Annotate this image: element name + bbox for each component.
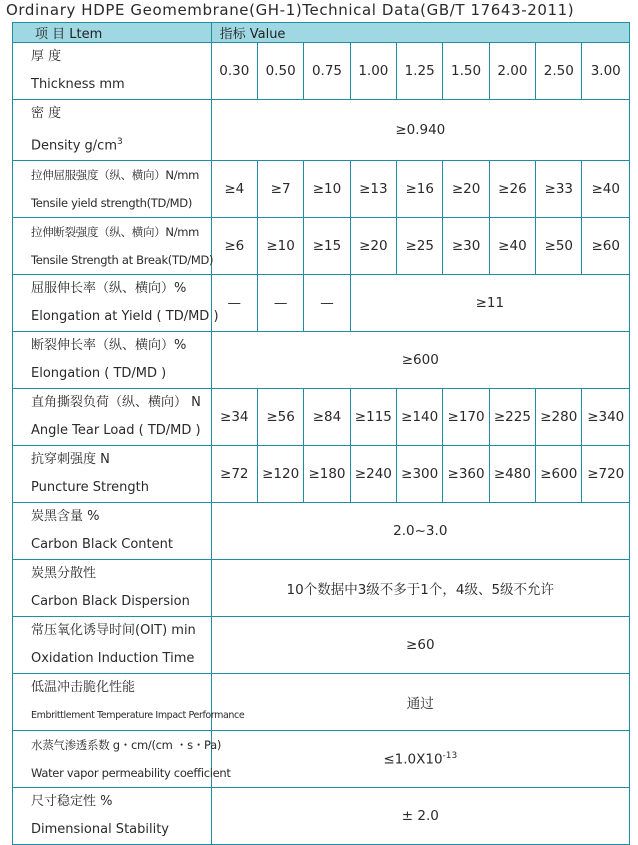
value-cell: ≥50 — [536, 218, 582, 275]
row-label — [13, 389, 212, 446]
value-cell: ≥7 — [257, 161, 303, 218]
table-row — [13, 674, 630, 731]
value-cell: ≥60 — [582, 218, 630, 275]
value-cell: ≥56 — [257, 389, 303, 446]
value-text: ≤1.0X10 — [383, 751, 443, 768]
value-cell: ≥10 — [257, 218, 303, 275]
label-cn: 断裂伸长率（纵、横向）% — [31, 338, 187, 354]
value-cell: ≥20 — [443, 161, 489, 218]
merged-value-cell: ≥600 — [211, 332, 629, 389]
label-en: Elongation at Yield ( TD/MD ) — [31, 309, 219, 325]
label-superscript: 3 — [117, 137, 123, 147]
label-cn: 炭黑分散性 — [31, 566, 97, 582]
row-label — [13, 275, 219, 332]
label-cn: 拉伸断裂强度（纵、横向）N/mm — [31, 225, 200, 240]
row-label — [13, 100, 212, 161]
row-label — [13, 218, 212, 275]
value-cell: ≥33 — [536, 161, 582, 218]
value-cell: 0.75 — [304, 43, 350, 100]
merged-value-cell — [211, 731, 629, 788]
value-cell: 1.00 — [350, 43, 396, 100]
row-label — [13, 617, 212, 674]
label-cn: 抗穿刺强度 N — [31, 452, 110, 468]
table-row — [13, 731, 630, 788]
document-title: Ordinary HDPE Geomembrane(GH-1)Technical Data(GB/T 17643-2011) — [6, 1, 575, 19]
value-cell: ≥4 — [211, 161, 257, 218]
value-cell: ≥340 — [582, 389, 630, 446]
value-exponent: -13 — [442, 751, 458, 762]
row-label — [13, 731, 231, 788]
value-cell: ≥225 — [489, 389, 535, 446]
label-cn: 尺寸稳定性 % — [31, 794, 113, 810]
row-label — [13, 503, 212, 560]
value-cell: 1.25 — [397, 43, 443, 100]
value-cell: ≥40 — [489, 218, 535, 275]
value-cell: ≥20 — [350, 218, 396, 275]
table-row — [13, 161, 630, 218]
label-cn: 水蒸气渗透系数 g・cm/(cm ・s・Pa) — [31, 738, 222, 753]
value-cell: ≥600 — [536, 446, 582, 503]
value-cell: ≥40 — [582, 161, 630, 218]
label-en: Angle Tear Load ( TD/MD ) — [31, 423, 201, 439]
value-cell: ≥84 — [304, 389, 350, 446]
table-row — [13, 275, 630, 332]
table-header-row — [13, 23, 630, 43]
table-row — [13, 617, 630, 674]
value-cell: ≥120 — [257, 446, 303, 503]
table-row — [13, 100, 630, 161]
value-cell: 0.30 — [211, 43, 257, 100]
label-en: Puncture Strength — [31, 480, 149, 496]
value-cell: ≥13 — [350, 161, 396, 218]
label-en: Tensile yield strength(TD/MD) — [31, 196, 193, 211]
value-cell: ≥30 — [443, 218, 489, 275]
value-cell: 2.50 — [536, 43, 582, 100]
technical-data-table — [12, 22, 630, 845]
value-column-header: 指标 Value — [211, 23, 629, 43]
value-cell: 3.00 — [582, 43, 630, 100]
merged-value-cell: 2.0~3.0 — [211, 503, 629, 560]
value-cell: ≥15 — [304, 218, 350, 275]
label-en: Elongation ( TD/MD ) — [31, 366, 167, 382]
row-label — [13, 560, 212, 617]
label-en: Carbon Black Dispersion — [31, 594, 190, 610]
merged-value-cell: ± 2.0 — [211, 788, 629, 845]
value-cell: ≥25 — [397, 218, 443, 275]
value-cell: ≥115 — [350, 389, 396, 446]
label-cn: 常压氧化诱导时间(OIT) min — [31, 623, 196, 639]
value-cell: ≥72 — [211, 446, 257, 503]
table-row — [13, 43, 630, 100]
table-row — [13, 332, 630, 389]
value-cell: ≥10 — [304, 161, 350, 218]
value-cell: — — [211, 275, 257, 332]
table-row — [13, 503, 630, 560]
label-en: Tensile Strength at Break(TD/MD) — [31, 253, 214, 268]
row-label — [13, 43, 212, 100]
label-en: Carbon Black Content — [31, 537, 173, 553]
row-label — [13, 332, 212, 389]
row-label — [13, 788, 212, 845]
row-label — [13, 446, 212, 503]
value-cell: — — [257, 275, 303, 332]
label-en: Oxidation Induction Time — [31, 651, 195, 667]
row-label — [13, 161, 212, 218]
label-en: Thickness mm — [31, 77, 125, 92]
table-row — [13, 446, 630, 503]
value-cell: ≥180 — [304, 446, 350, 503]
merged-value-cell: ≥0.940 — [211, 100, 629, 161]
value-cell: ≥140 — [397, 389, 443, 446]
label-cn: 密 度 — [31, 106, 62, 121]
label-en: Density g/cm — [31, 138, 117, 154]
merged-value-cell: 通过 — [211, 674, 629, 731]
value-cell: ≥720 — [582, 446, 630, 503]
label-cn: 炭黑含量 % — [31, 509, 100, 525]
value-cell: ≥240 — [350, 446, 396, 503]
value-cell: 2.00 — [489, 43, 535, 100]
merged-value-cell: 10个数据中3级不多于1个，4级、5级不允许 — [211, 560, 629, 617]
label-cn: 厚 度 — [31, 49, 62, 64]
value-cell: ≥280 — [536, 389, 582, 446]
merged-value-cell: ≥60 — [211, 617, 629, 674]
row-label — [13, 674, 245, 731]
value-cell: ≥26 — [489, 161, 535, 218]
label-en: Dimensional Stability — [31, 822, 170, 838]
value-cell: 0.50 — [257, 43, 303, 100]
label-en: Embrittlement Temperature Impact Performance — [31, 710, 245, 722]
value-cell: 1.50 — [443, 43, 489, 100]
value-cell: ≥360 — [443, 446, 489, 503]
label-cn: 屈服伸长率（纵、横向）% — [31, 281, 187, 297]
label-cn: 低温冲击脆化性能 — [31, 680, 136, 696]
value-cell: ≥480 — [489, 446, 535, 503]
value-cell: ≥170 — [443, 389, 489, 446]
table-row — [13, 218, 630, 275]
value-cell: ≥34 — [211, 389, 257, 446]
label-cn: 拉伸屈服强度（纵、横向）N/mm — [31, 168, 200, 183]
value-cell: ≥300 — [397, 446, 443, 503]
label-en: Water vapor permeability coefficient — [31, 766, 231, 781]
table-row — [13, 389, 630, 446]
value-cell: ≥6 — [211, 218, 257, 275]
item-column-header: 项 目 Ltem — [13, 23, 212, 43]
label-cn: 直角撕裂负荷（纵、横向） N — [31, 395, 201, 411]
merged-value-cell: ≥11 — [350, 275, 629, 332]
value-cell: — — [304, 275, 350, 332]
value-cell: ≥16 — [397, 161, 443, 218]
table-row — [13, 560, 630, 617]
table-row — [13, 788, 630, 845]
